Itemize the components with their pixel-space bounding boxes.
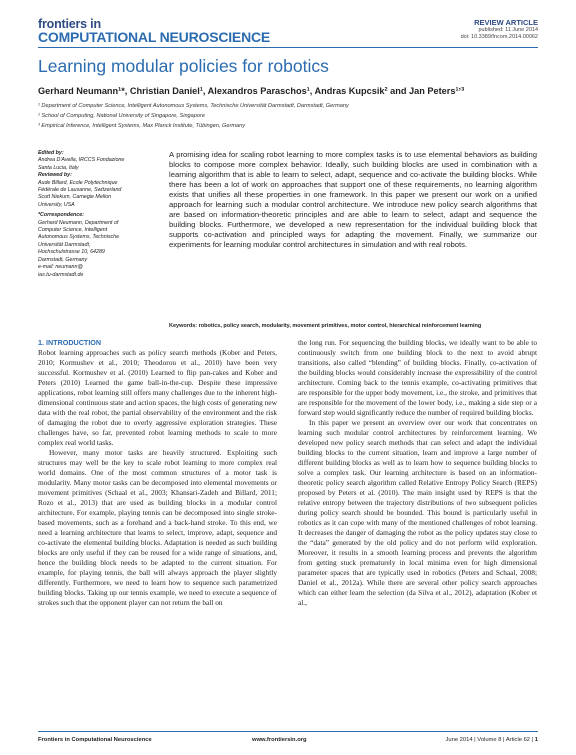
- affiliation-2: ² School of Computing, National University of Singapore, Singapore: [38, 113, 205, 119]
- editor-line: Santa Lucia, Italy: [38, 164, 79, 171]
- correspondence-label: *Correspondence:: [38, 212, 84, 219]
- page-number: 1: [534, 737, 538, 743]
- body-paragraph: However, many motor tasks are heavily structured. Exploiting such structures may well be the key to scale robot learning to more complex real world domains. One of the most common structures of a motor task is modularity. Many motor tasks can be decomposed into elemental movements or movement primitives (Schaal et al., 2003; Khansari-Zadeh and Billard, 2011; Rozo et al., 2013) that are used as building blocks in a modular control architecture. For example, playing tennis can be decomposed into single stroke-based movements, such as a forehand and a back-hand stroke. To this end, we need a learning architecture that learns to select, improve, adapt, sequence and co-activate the elemental building blocks. Adaptation is needed as such building blocks are only useful if they can be reused for a wide range of situations, and, hence the building block needs to be adapted to the current situation. For example, for playing tennis, the ball will always approach the player slightly differently. Furthermore, we need to learn how to sequence such parametrized building blocks. Taking up our tennis example, we need to execute a sequence of strokes such that the opponent player can not return the ball on: [38, 448, 277, 608]
- abstract-text: A promising idea for scaling robot learning to more complex tasks is to use elemental behaviors as building blocks to compose more complex behavior. Ideally, such building blocks are used in combination with a learning algorithm that is able to learn to select, adapt, sequence and co-activate the building blocks. While there has been a lot of work on approaches that support one of these requirements, no learning algorithm exists that unifies all these properties in one framework. In this paper we present our work on a unified approach for learning such a modular control architecture. We introduce new policy search algorithms that are based on information-theoretic principles and are able to learn to select, adapt and sequence the building blocks. Furthermore, we developed a new representation for the individual building block that supports co-activation and principled ways for adapting the movement. Finally, we summarize our experiments for learning modular control architectures in simulation and with real robots.: [169, 150, 537, 250]
- reviewer-line: University, USA: [38, 201, 75, 208]
- correspondence-line: Computer Science, Intelligent: [38, 227, 108, 234]
- publication-meta: [461, 27, 538, 41]
- footer-rule: [38, 731, 538, 732]
- editor-line: Andrea D'Avella, IRCCS Fondazione: [38, 157, 125, 164]
- journal-brand-line1: frontiers in: [38, 17, 101, 31]
- keywords: [169, 322, 537, 330]
- affiliation-3: ³ Empirical Inference, Intelligent Systems, Max Planck Institute, Tübingen, Germany: [38, 123, 246, 129]
- edited-by-label: Edited by:: [38, 150, 64, 156]
- reviewed-by-label: Reviewed by:: [38, 172, 72, 179]
- footer-issue-text: June 2014 | Volume 8 | Article 62 |: [445, 737, 534, 743]
- correspondence-email[interactable]: e-mail: neumann@: [38, 264, 83, 271]
- keywords-label: Keywords:: [169, 323, 198, 329]
- correspondence-email[interactable]: ias.tu-darmstadt.de: [38, 271, 84, 278]
- doi[interactable]: doi: 10.3389/fncom.2014.00062: [460, 34, 538, 40]
- correspondence-line: Darmstadt, Germany: [38, 256, 88, 263]
- header-rule: [38, 47, 538, 48]
- correspondence-line: Gerhard Neumann, Department of: [38, 219, 119, 226]
- correspondence-line: Autonomous Systems, Technische: [38, 234, 120, 241]
- body-column-left: [38, 338, 277, 608]
- keywords-list: robotics, policy search, modularity, movement primitives, motor control, hierarchical reinforcement learning: [198, 323, 482, 329]
- footer-site[interactable]: www.frontiersin.org: [252, 737, 307, 743]
- correspondence-line: Universität Darmstadt,: [38, 241, 91, 248]
- affiliation-1: ¹ Department of Computer Science, Intelligent Autonomous Systems, Technische Universität Darmstadt, Darmstadt, Germany: [38, 103, 349, 109]
- reviewer-line: Scott Niekum, Carnegie Mellon: [38, 194, 112, 201]
- paper-title: Learning modular policies for robotics: [38, 56, 329, 76]
- body-paragraph: Robot learning approaches such as policy search methods (Kober and Peters, 2010; Kormushev et al., 2010; Theodorou et al., 2010) have been very successful. Kormushev et al. (2010) Learned to flip pan-cakes and Kober and Peters (2010) Learned the game ball-in-the-cup. Despite these impressive applications, robot learning still offers many challenges due to the inherent high-dimensional continuous state and action spaces, the high costs of generating new data with the real robot, the partial observability of the environment and the risk of damaging the robot due to overly aggressive exploration strategies. These challenges have, so far, prevented robot learning methods to scale to more complex real world tasks.: [38, 348, 277, 448]
- body-column-right: [298, 338, 537, 608]
- reviewer-line: Fédérale de Lausanne, Switzerland: [38, 187, 122, 194]
- published-date: published: 11 June 2014: [478, 27, 538, 33]
- article-type: REVIEW ARTICLE: [474, 18, 538, 27]
- body-paragraph: In this paper we present an overview over our work that concentrates on learning such modular control architectures by reinforcement learning. We developed new policy search methods that can select and adapt the individual building blocks to the current situation, learn and improve a large number of different building blocks as well as to learn how to sequence building blocks to solve a complex task. Our learning architecture is based on an information-theoretic policy search algorithm called Relative Entropy Policy Search (REPS) proposed by Peters et al. (2010). The main insight used by REPS is that the relative entropy between the trajectory distributions of two subsequent policies during policy search should be bounded. This bound is particularly useful in robotics as it can cope with many of the mentioned challenges of robot learning. It decreases the danger of damaging the robot as the policy updates stay close to the “data” generated by the old policy and do not perform wild exploration. Moreover, it results in a smooth learning process and prevents the algorithm from getting stuck prematurely in local minima even for high dimensional parameter spaces that are typically used in robotics (Peters and Schaal, 2008; Daniel et al., 2012a). While there are several other policy search approaches which can either learn the selection (da Silva et al., 2012), adaptation (Kober et al.,: [298, 418, 537, 608]
- section-heading: 1. INTRODUCTION: [38, 338, 102, 347]
- correspondence-line: Hochschulstrasse 10, 64289: [38, 249, 105, 256]
- author-list: Gerhard Neumann¹*, Christian Daniel¹, Alexandros Paraschos¹, Andras Kupcsik² and Jan Peters¹ʼ³: [38, 86, 465, 96]
- reviewer-line: Aude Billard, Ecole Polytechnique: [38, 179, 118, 186]
- journal-brand-line2: COMPUTATIONAL NEUROSCIENCE: [38, 29, 271, 45]
- footer-journal: Frontiers in Computational Neuroscience: [38, 737, 152, 743]
- body-paragraph: the long run. For sequencing the building blocks, we ideally want to be able to continuously switch from one building block to the next to avoid abrupt transitions, also called “blending” of building blocks. Finally, co-activation of the building blocks would considerably increase the expressibility of the control architecture. Coming back to the tennis example, co-activating primitives that are responsible for the upper body movement, i.e., the stroke, and primitives that are responsible for the movement of the lower body, i.e., making a side step or a forward step would significantly reduce the number of required building blocks.: [298, 338, 537, 418]
- footer-issue: [445, 737, 538, 743]
- editorial-sidebar: [38, 150, 166, 279]
